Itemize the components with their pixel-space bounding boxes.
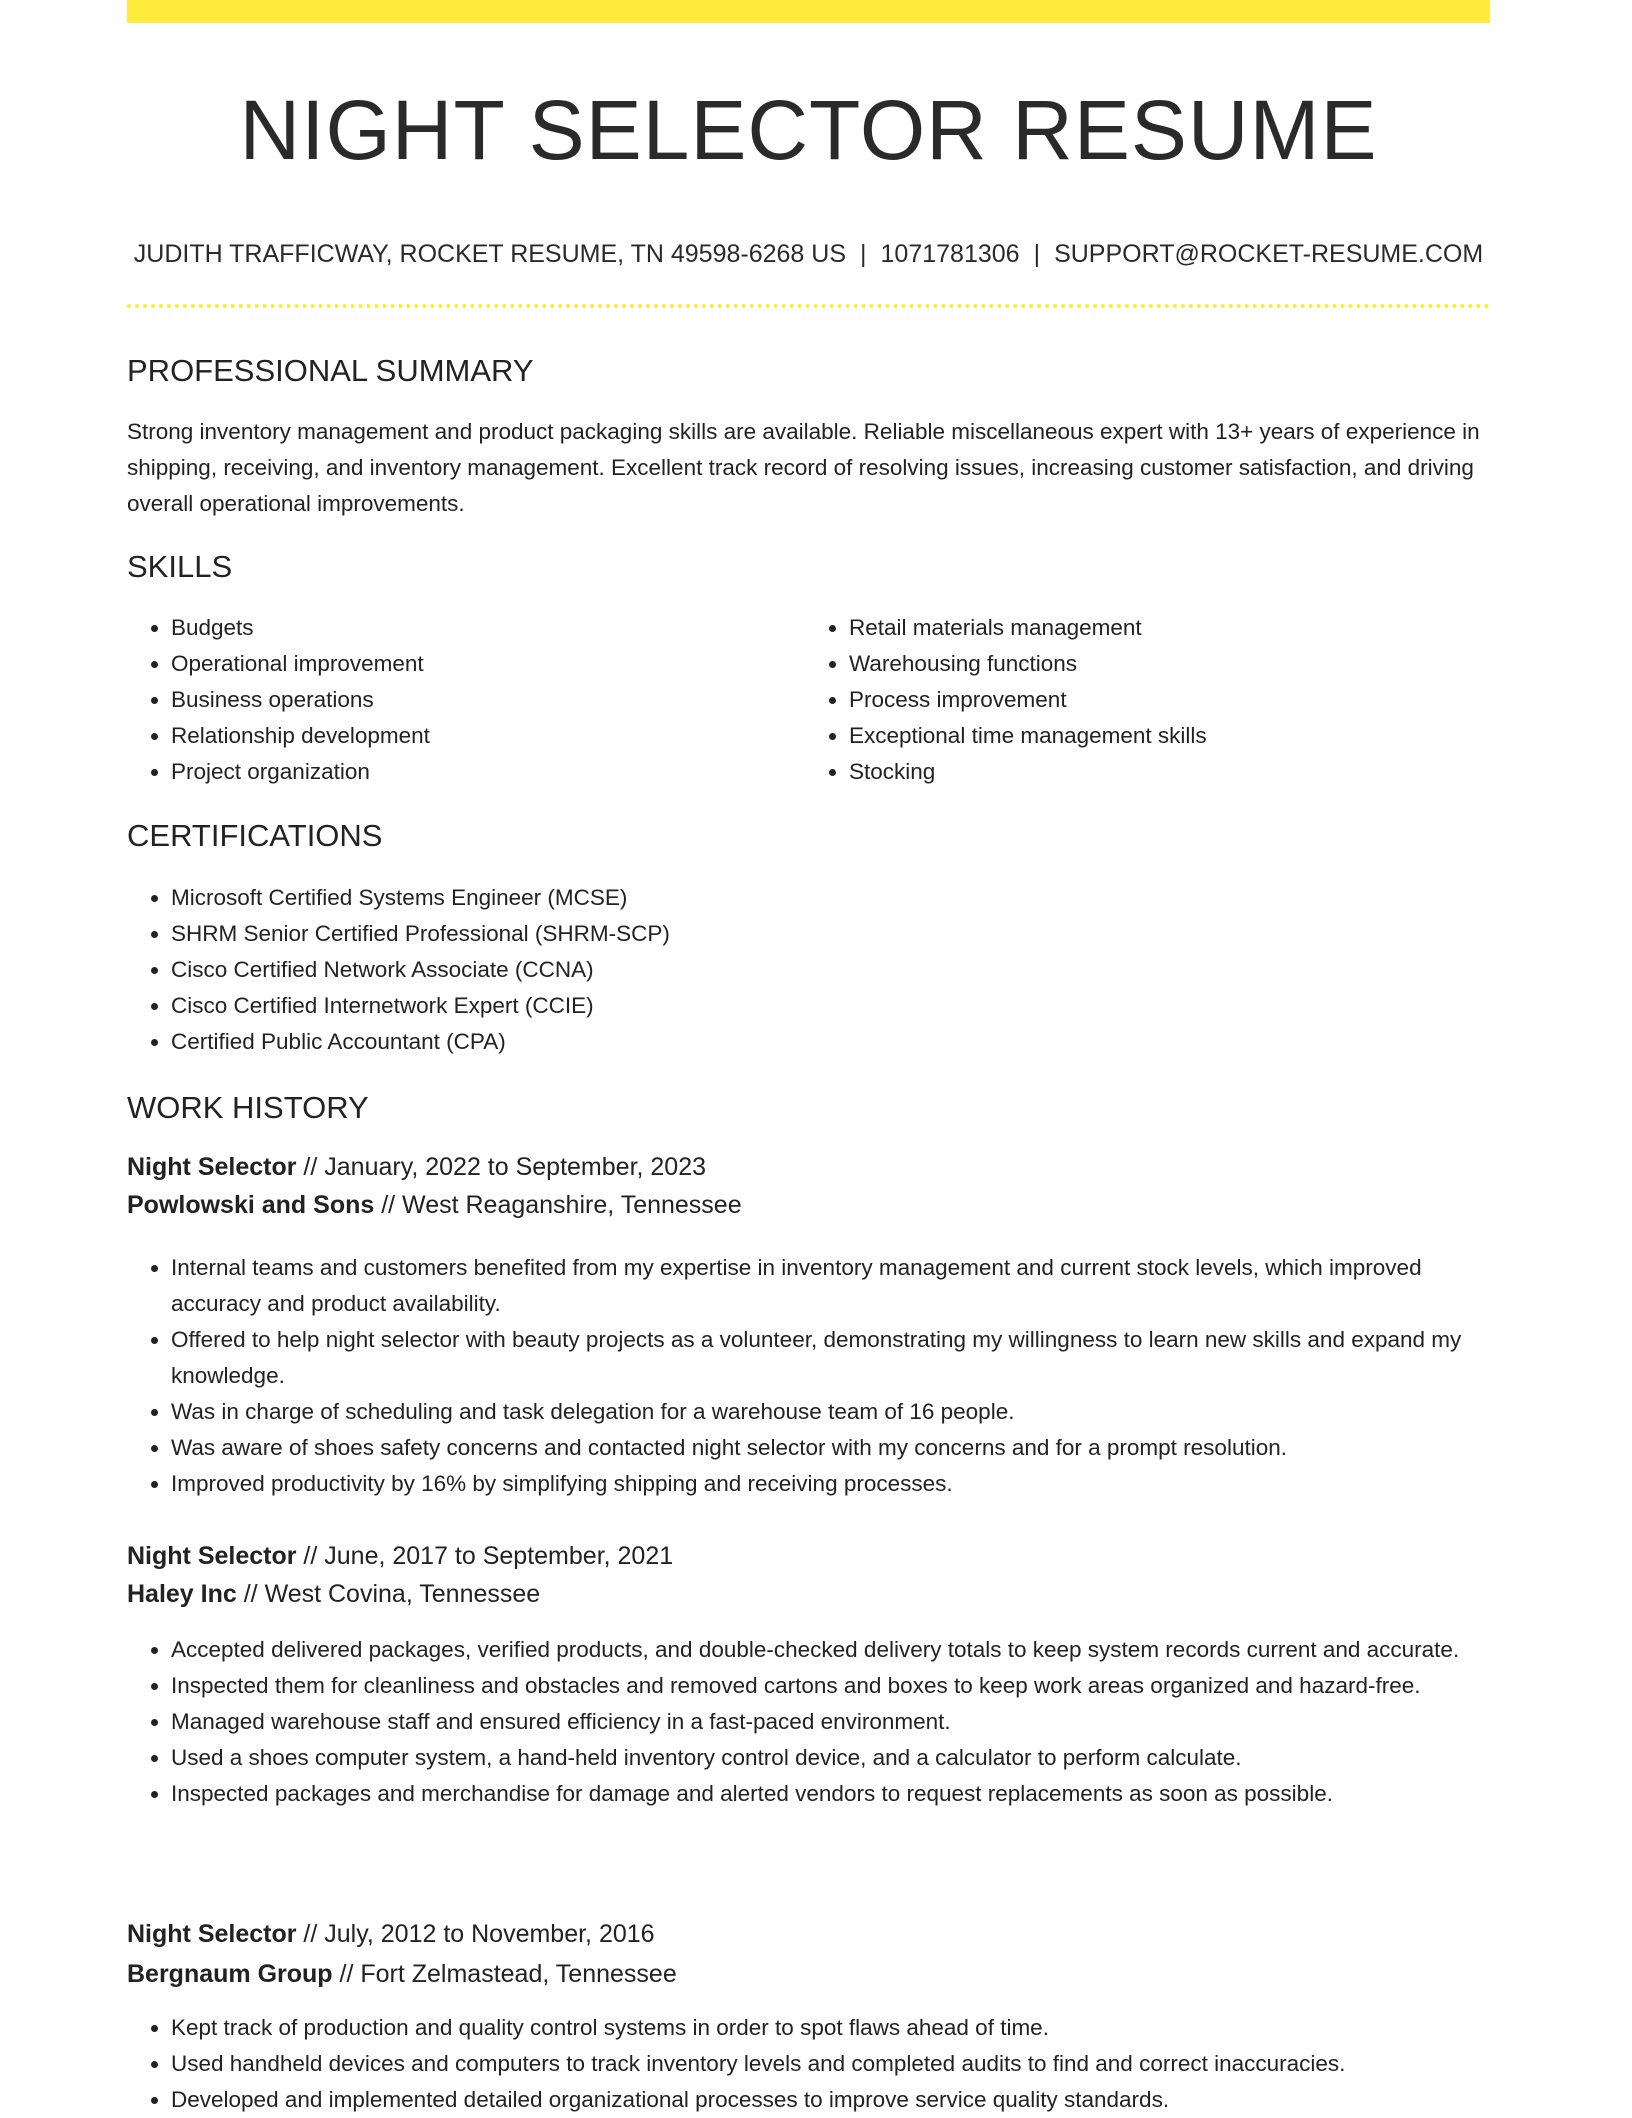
job-title: Night Selector bbox=[127, 1542, 297, 1570]
job-title: Night Selector bbox=[127, 1920, 297, 1948]
contact-separator: | bbox=[860, 240, 867, 268]
job-bullet: • Internal teams and customers benefited from my expertise in inventory management and current stock levels, which improved accuracy and product availability. bbox=[171, 1250, 1490, 1322]
contact-address: JUDITH TRAFFICWAY, ROCKET RESUME, TN 49598-6268 US bbox=[133, 240, 847, 268]
job-title-line bbox=[127, 1148, 1490, 1186]
job-bullet: • Developed and implemented detailed organizational processes to improve service quality standards. bbox=[171, 2082, 1490, 2118]
resume-title: NIGHT SELECTOR RESUME bbox=[239, 83, 1378, 177]
job-company: Powlowski and Sons bbox=[127, 1191, 375, 1219]
job-dates: // January, 2022 to September, 2023 bbox=[296, 1153, 707, 1181]
skill-item: • Project organization bbox=[171, 754, 799, 790]
skill-item: • Budgets bbox=[171, 610, 799, 646]
job-dates: // June, 2017 to September, 2021 bbox=[296, 1542, 674, 1570]
skill-item: • Warehousing functions bbox=[849, 646, 1490, 682]
job-bullet: • Inspected packages and merchandise for damage and alerted vendors to request replacements as soon as possible. bbox=[171, 1776, 1490, 1812]
skills-heading: SKILLS bbox=[127, 549, 233, 584]
skill-item: • Stocking bbox=[849, 754, 1490, 790]
skill-item: • Operational improvement bbox=[171, 646, 799, 682]
job-bullet: • Managed warehouse staff and ensured efficiency in a fast-paced environment. bbox=[171, 1704, 1490, 1740]
job-bullet: • Was in charge of scheduling and task delegation for a warehouse team of 16 people. bbox=[171, 1394, 1490, 1430]
job-location: // Fort Zelmastead, Tennessee bbox=[332, 1960, 677, 1988]
resume-page bbox=[127, 0, 1490, 2112]
job-bullets bbox=[127, 2010, 1490, 2118]
job-bullet: • Used handheld devices and computers to track inventory levels and completed audits to find and correct inaccuracies. bbox=[171, 2046, 1490, 2082]
certification-item: • Certified Public Accountant (CPA) bbox=[171, 1024, 1490, 1060]
job-location: // West Covina, Tennessee bbox=[236, 1580, 541, 1608]
summary-heading: PROFESSIONAL SUMMARY bbox=[127, 353, 534, 388]
contact-separator: | bbox=[1033, 240, 1041, 268]
summary-text: Strong inventory management and product packaging skills are available. Reliable miscellaneous expert with 13+ years of experience in shipping, receiving, and inventory management. Excellent track record of resolving issues, increasing customer satisfaction, and driving overall operational improvements. bbox=[127, 419, 1480, 516]
contact-phone: 1071781306 bbox=[880, 240, 1020, 268]
job-title: Night Selector bbox=[127, 1153, 297, 1181]
skill-item: • Retail materials management bbox=[849, 610, 1490, 646]
dotted-divider bbox=[127, 304, 1490, 308]
job-company: Bergnaum Group bbox=[127, 1960, 333, 1988]
job-bullets bbox=[127, 1250, 1490, 1502]
top-accent-bar bbox=[127, 0, 1490, 23]
contact-email: SUPPORT@ROCKET-RESUME.COM bbox=[1054, 240, 1484, 268]
skill-item: • Exceptional time management skills bbox=[849, 718, 1490, 754]
job-bullet: • Was aware of shoes safety concerns and contacted night selector with my concerns and for a prompt resolution. bbox=[171, 1430, 1490, 1466]
job-company-line bbox=[127, 1575, 1490, 1613]
certification-item: • Microsoft Certified Systems Engineer (MCSE) bbox=[171, 880, 1490, 916]
job-bullets bbox=[127, 1632, 1490, 1812]
job-dates: // July, 2012 to November, 2016 bbox=[296, 1920, 655, 1948]
skill-item: • Process improvement bbox=[849, 682, 1490, 718]
job-location: // West Reaganshire, Tennessee bbox=[374, 1191, 742, 1219]
job-company-line bbox=[127, 1186, 1490, 1224]
certification-item: • Cisco Certified Network Associate (CCNA) bbox=[171, 952, 1490, 988]
job-company-line bbox=[127, 1955, 1490, 1993]
job-bullet: • Improved productivity by 16% by simplifying shipping and receiving processes. bbox=[171, 1466, 1490, 1502]
job-bullet: • Kept track of production and quality control systems in order to spot flaws ahead of time. bbox=[171, 2010, 1490, 2046]
certifications-list bbox=[127, 880, 1490, 1060]
certification-item: • Cisco Certified Internetwork Expert (CCIE) bbox=[171, 988, 1490, 1024]
work-history-heading: WORK HISTORY bbox=[127, 1090, 369, 1125]
job-bullet: • Used a shoes computer system, a hand-held inventory control device, and a calculator to perform calculate. bbox=[171, 1740, 1490, 1776]
certifications-heading: CERTIFICATIONS bbox=[127, 818, 383, 853]
job-bullet: • Offered to help night selector with beauty projects as a volunteer, demonstrating my willingness to learn new skills and expand my knowledge. bbox=[171, 1322, 1490, 1394]
certification-item: • SHRM Senior Certified Professional (SHRM-SCP) bbox=[171, 916, 1490, 952]
contact-line bbox=[127, 236, 1490, 272]
skills-list-right bbox=[805, 610, 1490, 790]
job-bullet: • Accepted delivered packages, verified products, and double-checked delivery totals to keep system records current and accurate. bbox=[171, 1632, 1490, 1668]
job-company: Haley Inc bbox=[127, 1580, 237, 1608]
job-bullet: • Inspected them for cleanliness and obstacles and removed cartons and boxes to keep work areas organized and hazard-free. bbox=[171, 1668, 1490, 1704]
job-title-line bbox=[127, 1915, 1490, 1953]
job-title-line bbox=[127, 1537, 1490, 1575]
skills-list-left bbox=[127, 610, 799, 790]
skill-item: • Business operations bbox=[171, 682, 799, 718]
skill-item: • Relationship development bbox=[171, 718, 799, 754]
